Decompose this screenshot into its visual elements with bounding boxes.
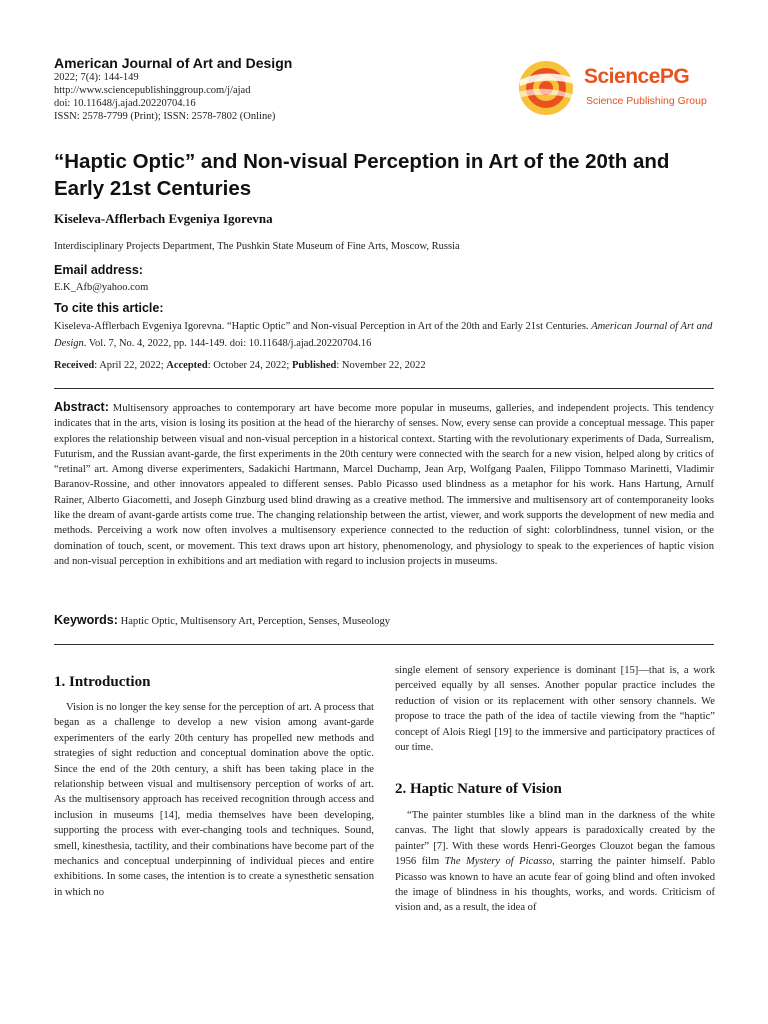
citation: [54, 318, 714, 352]
issn: ISSN: 2578-7799 (Print); ISSN: 2578-7802 (Online): [54, 111, 276, 122]
issue-info: 2022; 7(4): 144-149: [54, 72, 139, 83]
abstract: [54, 400, 714, 569]
abstract-text: Multisensory approaches to contemporary art have become more popular in museums, galleries, and independent projects. This tendency indicates that in the arts, vision is losing its position at the head of the hierarchy of senses. Now, every sense can provide a conceptual message. This paper explores the relationship between visual and non-visual perception in a historical context. Starting with the revolutionary experiments of Dada, Surrealism, Futurism, and the Russian avant-garde, the first experiments in the 20th century were connected with the search for a new vision, helped along by critics of “retinal” art. Among diverse experimenters, Sadakichi Hartmann, Marcel Duchamp, Jean Arp, Wolfgang Paalen, Filippo Tommaso Marinetti, Vladimir Baranov-Rossine, and other innovators appealed to different senses. Pablo Picasso used blindness as a metaphor for his work. Hans Hartung, Arnulf Rainer, Alberto Giacometti, and Joseph Ginzburg used blind drawing as a creative method. The immersive and multisensory art of contemporaneity looks like the dream of avant-garde artists come true. The changing relationship between the artist, viewer, and work supports the development of new media and methods. Perceiving a work now often involves a multisensory experience connected to the reduction of sight: colorblindness, tunnel vision, or the domination of touch, scent, or movement. This text draws upon art history, phenomenology, and physiology to speak to the experiences of haptic vision and non-visual perception in exhibitions and art mediation with regard to inclusion projects in museums.: [54, 403, 714, 567]
divider-bottom: [54, 644, 714, 645]
accepted-date: : October 24, 2022;: [207, 360, 292, 371]
accepted-label: Accepted: [166, 360, 208, 371]
haptic-heading: 2. Haptic Nature of Vision: [395, 781, 562, 797]
affiliation: Interdisciplinary Projects Department, The Pushkin State Museum of Fine Arts, Moscow, Russia: [54, 241, 460, 252]
logo-subtitle: Science Publishing Group: [586, 95, 707, 107]
citation-text-after: . Vol. 7, No. 4, 2022, pp. 144-149. doi: 10.11648/j.ajad.20220704.16: [83, 338, 372, 349]
journal-url[interactable]: http://www.sciencepublishinggroup.com/j/ajad: [54, 85, 251, 96]
published-label: Published: [291, 360, 337, 371]
intro-heading: 1. Introduction: [54, 674, 151, 690]
logo-name: SciencePG: [584, 65, 690, 88]
keywords-label: Keywords:: [54, 613, 118, 627]
cite-heading: To cite this article:: [54, 301, 164, 315]
article-title: “Haptic Optic” and Non-visual Perception in Art of the 20th and Early 21st Centuries: [54, 150, 670, 200]
published-date: : November 22, 2022: [336, 360, 426, 371]
received-label: Received: [54, 360, 95, 371]
haptic-film-title: The Mystery of Picasso: [444, 856, 553, 868]
keywords: [54, 613, 390, 627]
haptic-paragraph: [395, 808, 715, 916]
divider-top: [54, 388, 714, 389]
email-address[interactable]: E.K_Afb@yahoo.com: [54, 282, 149, 293]
journal-name: American Journal of Art and Design: [54, 55, 293, 71]
received-date: : April 22, 2022;: [94, 360, 167, 371]
keywords-text: Haptic Optic, Multisensory Art, Perception, Senses, Museology: [120, 616, 391, 627]
intro-paragraph: Vision is no longer the key sense for the perception of art. A process that began as a challenge to develop a new vision among avant-garde experimenters of the early 20th century has propelled new methods and strategies of sight reduction and conceptual domination above the optic. Since the end of the 20th century, a shift has been taking place in the relationship between visual and multisensory perception of works of art. As the multisensory approach has received recognition through access and inclusion in museums [14], media themselves have been developing, supporting the process with ever-changing tools and techniques. Sound, smell, kinesthesia, tactility, and their combinations have become part of the mechanics and conceptual underpinning of individual pieces and entire exhibitions. In some cases, the intention is to create a synesthetic sensation in which no: [54, 702, 374, 898]
doi[interactable]: doi: 10.11648/j.ajad.20220704.16: [54, 98, 196, 109]
haptic-text-2: , starring the painter himself. Pablo Picasso was known to have an acute fear of going blind and often invoked the image of blindness in his thoughts, works, and words. Criticism of vision and, as a result, the idea of: [395, 856, 716, 914]
author-name: Kiseleva-Afflerbach Evgeniya Igorevna: [54, 211, 273, 226]
abstract-label: Abstract:: [54, 400, 109, 414]
column2-paragraph: single element of sensory experience is dominant [15]—that is, a work perceived equally by all senses. Another popular practice includes the reduction of vision or its replacement with other sensory channels. We propose to trace the path of the idea of tactile viewing from the “haptic” concept of Alois Riegl [19] to the immersive and participatory practices of our time.: [395, 665, 715, 754]
citation-text-before: Kiseleva-Afflerbach Evgeniya Igorevna. “Haptic Optic” and Non-visual Perception in Art of the 20th and Early 21st Centuries.: [54, 321, 592, 332]
citation-journal: American Journal of Art and Design: [54, 321, 713, 349]
email-heading: Email address:: [54, 263, 143, 277]
article-dates: [54, 357, 426, 374]
haptic-text-1: “The painter stumbles like a blind man in the darkness of the white canvas. The light that slowly appears is paradoxically created by the painter” [7]. With these words Henri-Georges Clouzot began the famous 1956 film: [395, 810, 715, 868]
